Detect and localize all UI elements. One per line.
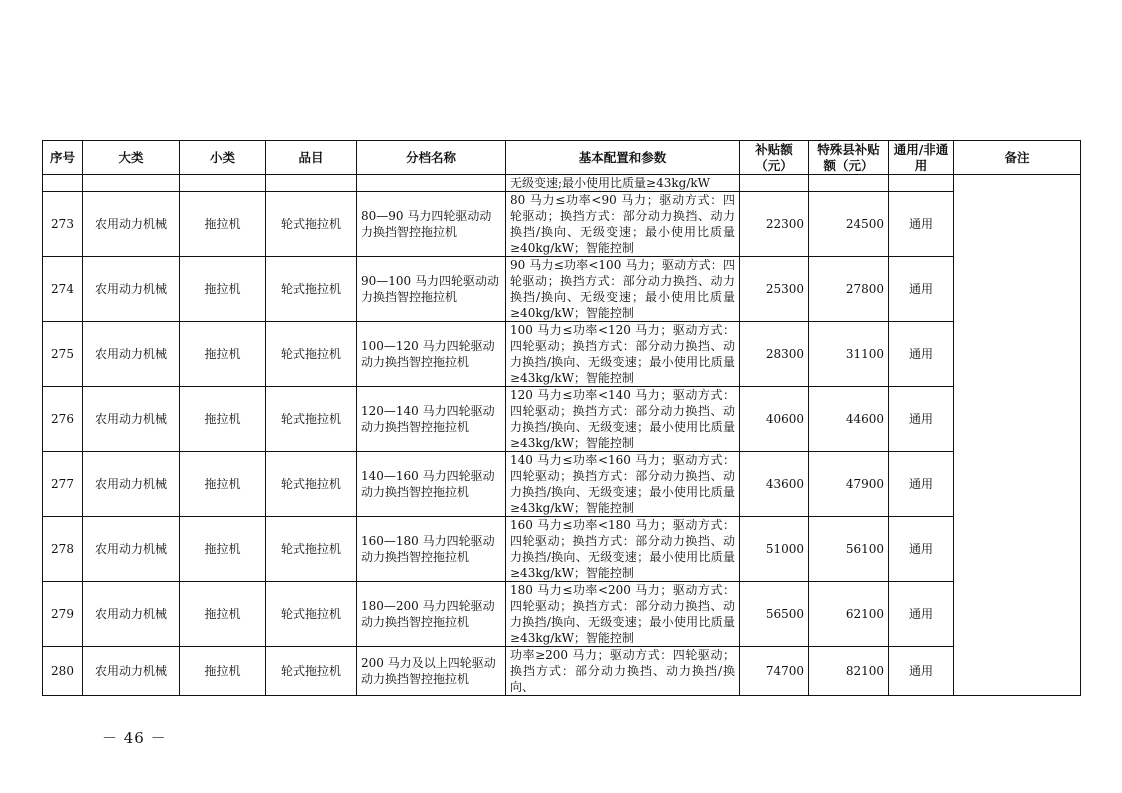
category-cell <box>83 175 180 192</box>
item-cell: 轮式拖拉机 <box>266 322 357 387</box>
config-cell: 160 马力≤功率<180 马力；驱动方式：四轮驱动；换挡方式：部分动力换挡、动力换挡/换向、无级变速；最小使用比质量≥43kg/kW；智能控制 <box>506 517 740 582</box>
general-cell <box>889 175 954 192</box>
grade-name-cell: 80—90 马力四轮驱动动力换挡智控拖拉机 <box>357 192 506 257</box>
header-category: 大类 <box>83 141 180 175</box>
special-subsidy-cell: 47900 <box>809 452 889 517</box>
subcategory-cell: 拖拉机 <box>180 257 266 322</box>
special-subsidy-cell: 24500 <box>809 192 889 257</box>
general-cell: 通用 <box>889 582 954 647</box>
special-subsidy-cell <box>809 175 889 192</box>
seq-cell: 277 <box>43 452 83 517</box>
header-row <box>43 141 1081 175</box>
header-config: 基本配置和参数 <box>506 141 740 175</box>
table-row <box>43 322 1081 387</box>
category-cell: 农用动力机械 <box>83 582 180 647</box>
seq-cell: 275 <box>43 322 83 387</box>
table-row <box>43 517 1081 582</box>
seq-cell: 276 <box>43 387 83 452</box>
seq-cell <box>43 175 83 192</box>
subsidy-cell: 74700 <box>740 647 809 696</box>
item-cell: 轮式拖拉机 <box>266 517 357 582</box>
header-special-subsidy: 特殊县补贴额（元） <box>809 141 889 175</box>
category-cell: 农用动力机械 <box>83 387 180 452</box>
subsidy-cell <box>740 175 809 192</box>
category-cell: 农用动力机械 <box>83 517 180 582</box>
grade-name-cell: 200 马力及以上四轮驱动动力换挡智控拖拉机 <box>357 647 506 696</box>
special-subsidy-cell: 62100 <box>809 582 889 647</box>
item-cell: 轮式拖拉机 <box>266 647 357 696</box>
general-cell: 通用 <box>889 647 954 696</box>
table-row <box>43 257 1081 322</box>
table-row <box>43 647 1081 696</box>
subcategory-cell: 拖拉机 <box>180 517 266 582</box>
general-cell: 通用 <box>889 517 954 582</box>
subcategory-cell: 拖拉机 <box>180 647 266 696</box>
grade-name-cell: 120—140 马力四轮驱动动力换挡智控拖拉机 <box>357 387 506 452</box>
seq-cell: 280 <box>43 647 83 696</box>
table-row <box>43 192 1081 257</box>
subsidy-cell: 28300 <box>740 322 809 387</box>
special-subsidy-cell: 31100 <box>809 322 889 387</box>
header-seq: 序号 <box>43 141 83 175</box>
general-cell: 通用 <box>889 322 954 387</box>
subsidy-cell: 40600 <box>740 387 809 452</box>
special-subsidy-cell: 56100 <box>809 517 889 582</box>
table-row <box>43 452 1081 517</box>
subcategory-cell: 拖拉机 <box>180 192 266 257</box>
subcategory-cell: 拖拉机 <box>180 387 266 452</box>
special-subsidy-cell: 44600 <box>809 387 889 452</box>
subsidy-cell: 51000 <box>740 517 809 582</box>
config-cell: 140 马力≤功率<160 马力；驱动方式：四轮驱动；换挡方式：部分动力换挡、动力换挡/换向、无级变速；最小使用比质量≥43kg/kW；智能控制 <box>506 452 740 517</box>
table-row <box>43 387 1081 452</box>
grade-name-cell: 90—100 马力四轮驱动动力换挡智控拖拉机 <box>357 257 506 322</box>
subsidy-cell: 22300 <box>740 192 809 257</box>
subcategory-cell: 拖拉机 <box>180 452 266 517</box>
table-row <box>43 582 1081 647</box>
header-subcategory: 小类 <box>180 141 266 175</box>
subsidy-cell: 56500 <box>740 582 809 647</box>
category-cell: 农用动力机械 <box>83 322 180 387</box>
config-cell: 90 马力≤功率<100 马力；驱动方式：四轮驱动；换挡方式：部分动力换挡、动力换挡/换向、无级变速；最小使用比质量≥40kg/kW；智能控制 <box>506 257 740 322</box>
category-cell: 农用动力机械 <box>83 257 180 322</box>
config-cell: 80 马力≤功率<90 马力；驱动方式：四轮驱动；换挡方式：部分动力换挡、动力换挡/换向、无级变速；最小使用比质量≥40kg/kW；智能控制 <box>506 192 740 257</box>
special-subsidy-cell: 27800 <box>809 257 889 322</box>
subcategory-cell: 拖拉机 <box>180 582 266 647</box>
grade-name-cell: 160—180 马力四轮驱动动力换挡智控拖拉机 <box>357 517 506 582</box>
config-cell: 180 马力≤功率<200 马力；驱动方式：四轮驱动；换挡方式：部分动力换挡、动力换挡/换向、无级变速；最小使用比质量≥43kg/kW；智能控制 <box>506 582 740 647</box>
item-cell: 轮式拖拉机 <box>266 257 357 322</box>
item-cell <box>266 175 357 192</box>
grade-name-cell: 180—200 马力四轮驱动动力换挡智控拖拉机 <box>357 582 506 647</box>
general-cell: 通用 <box>889 192 954 257</box>
item-cell: 轮式拖拉机 <box>266 582 357 647</box>
config-cell: 120 马力≤功率<140 马力；驱动方式：四轮驱动；换挡方式：部分动力换挡、动力换挡/换向、无级变速；最小使用比质量≥43kg/kW；智能控制 <box>506 387 740 452</box>
subcategory-cell: 拖拉机 <box>180 322 266 387</box>
continued-row <box>43 175 1081 192</box>
subcategory-cell <box>180 175 266 192</box>
item-cell: 轮式拖拉机 <box>266 192 357 257</box>
subsidy-cell: 25300 <box>740 257 809 322</box>
category-cell: 农用动力机械 <box>83 192 180 257</box>
general-cell: 通用 <box>889 452 954 517</box>
category-cell: 农用动力机械 <box>83 647 180 696</box>
notes-cell <box>954 175 1081 696</box>
grade-name-cell <box>357 175 506 192</box>
special-subsidy-cell: 82100 <box>809 647 889 696</box>
header-item: 品目 <box>266 141 357 175</box>
general-cell: 通用 <box>889 387 954 452</box>
item-cell: 轮式拖拉机 <box>266 387 357 452</box>
seq-cell: 279 <box>43 582 83 647</box>
item-cell: 轮式拖拉机 <box>266 452 357 517</box>
header-subsidy: 补贴额（元） <box>740 141 809 175</box>
header-grade-name: 分档名称 <box>357 141 506 175</box>
general-cell: 通用 <box>889 257 954 322</box>
header-general: 通用/非通用 <box>889 141 954 175</box>
config-cell: 无级变速;最小使用比质量≥43kg/kW <box>506 175 740 192</box>
seq-cell: 274 <box>43 257 83 322</box>
category-cell: 农用动力机械 <box>83 452 180 517</box>
grade-name-cell: 140—160 马力四轮驱动动力换挡智控拖拉机 <box>357 452 506 517</box>
subsidy-cell: 43600 <box>740 452 809 517</box>
header-notes: 备注 <box>954 141 1081 175</box>
seq-cell: 273 <box>43 192 83 257</box>
config-cell: 100 马力≤功率<120 马力；驱动方式：四轮驱动；换挡方式：部分动力换挡、动力换挡/换向、无级变速；最小使用比质量≥43kg/kW；智能控制 <box>506 322 740 387</box>
page-number: － 46 － <box>102 729 167 747</box>
seq-cell: 278 <box>43 517 83 582</box>
config-cell: 功率≥200 马力；驱动方式：四轮驱动；换挡方式：部分动力换挡、动力换挡/换向、 <box>506 647 740 696</box>
grade-name-cell: 100—120 马力四轮驱动动力换挡智控拖拉机 <box>357 322 506 387</box>
subsidy-table <box>42 140 1081 696</box>
